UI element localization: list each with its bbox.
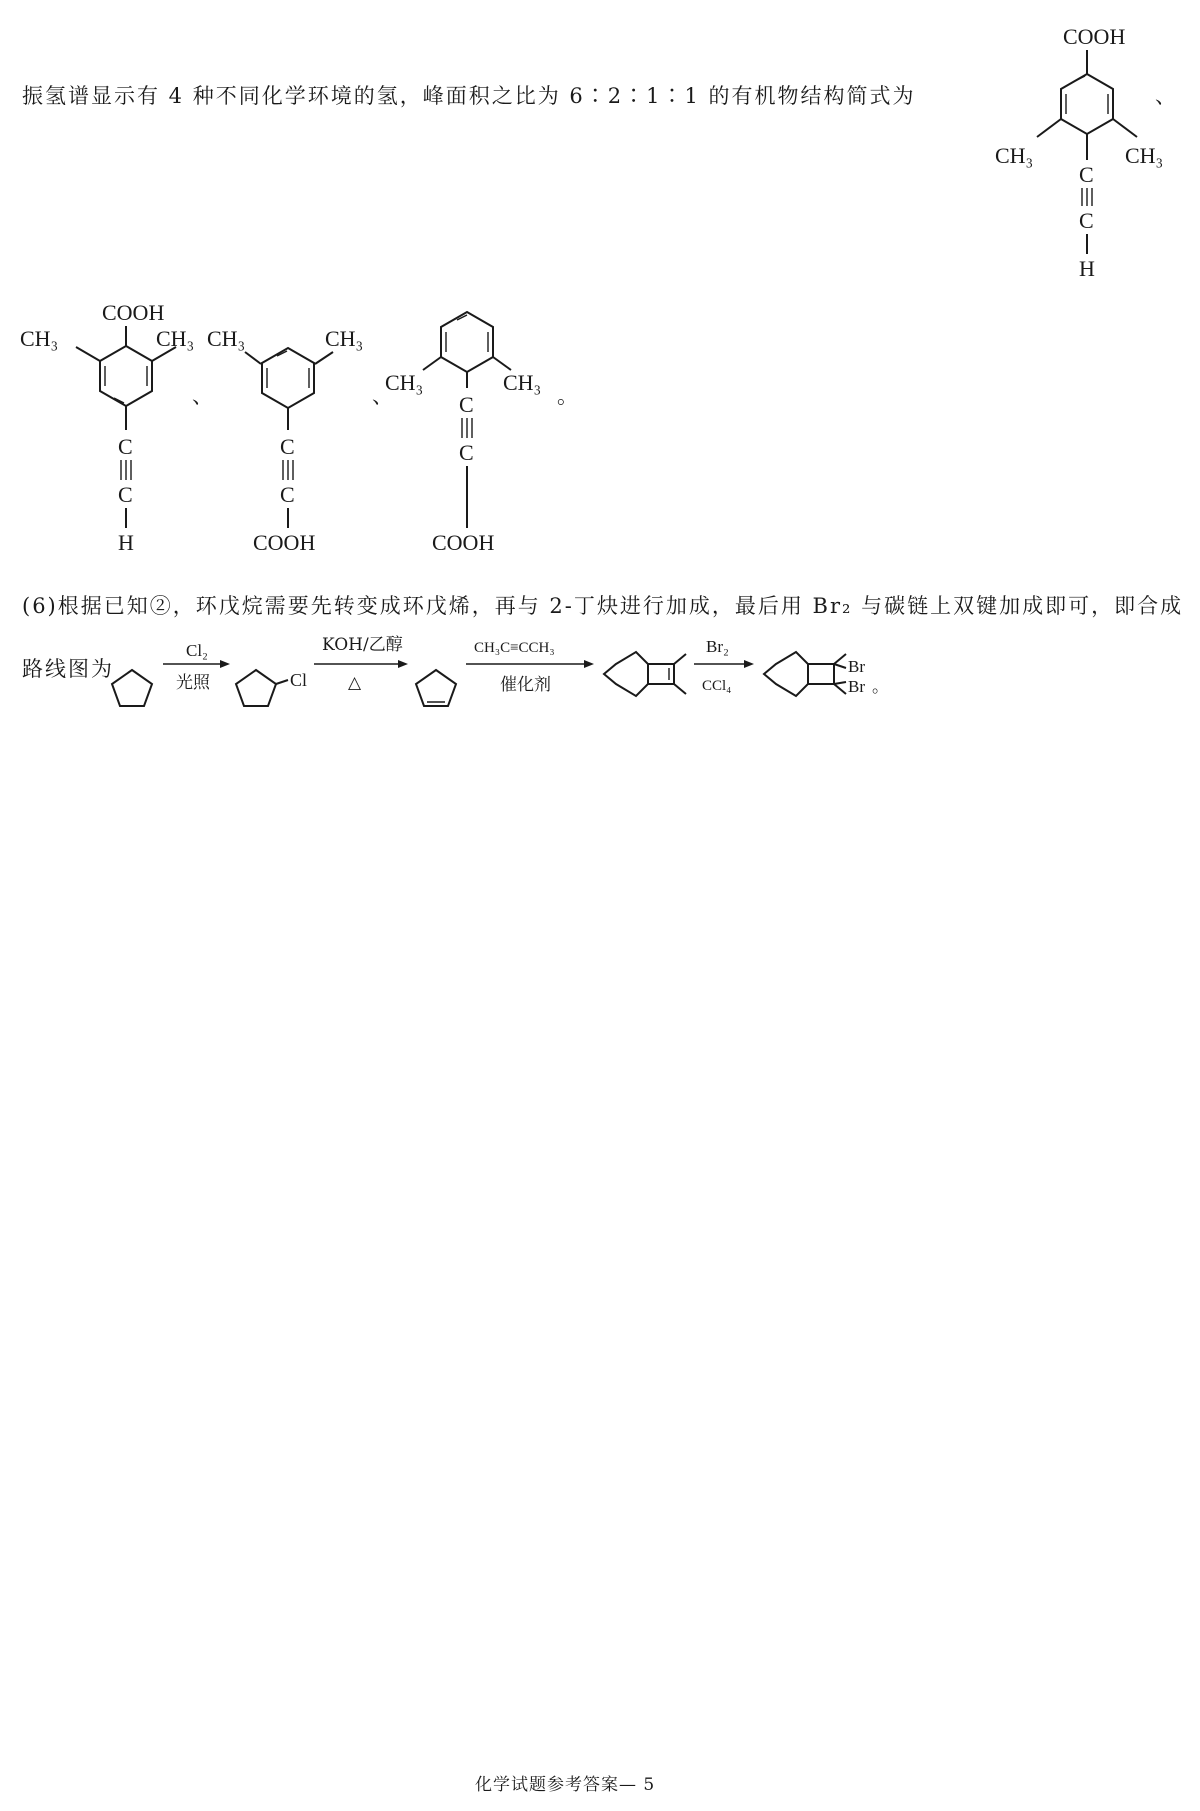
structure-3-benzene-ring [262,348,314,408]
structure-1-alkyne-c2: C [1079,208,1094,233]
bicyclic-alkene-five-ring [604,652,648,696]
structure-2-terminal-h: H [118,530,134,555]
step2-condition: △ [348,673,362,692]
structure-2-alkyne-c1: C [118,434,133,459]
step4-reagent: Br₂ [706,637,729,656]
paragraph-1: 振氢谱显示有 4 种不同化学环境的氢，峰面积之比为 6∶2∶1∶1 的有机物结构简式为 [22,84,916,108]
route-end-mark: 。 [872,677,889,697]
structure-1-terminal-h: H [1079,256,1095,281]
separator-3: 、 [372,384,395,408]
cyclopentene [416,670,456,706]
structure-1-diagram [995,10,1175,285]
step2-reagent: KOH/乙醇 [322,635,403,655]
structure-2-benzene-ring [100,346,152,406]
structure-4-ch3-left: CH₃ [385,370,424,395]
structure-4-alkyne-c2: C [459,440,474,465]
step3-catalyst: 催化剂 [500,675,551,695]
structure-2-ch3-left: CH₃ [20,326,59,351]
separator-first: 、 [1155,84,1178,108]
dibromide-five-ring [764,652,808,696]
structure-1-benzene-ring [1061,74,1113,134]
chlorocyclopentane [236,670,276,706]
step1-reagent: Cl₂ [186,641,208,660]
paragraph-6: (6)根据已知②，环戊烷需要先转变成环戊烯，再与 2-丁炔进行加成，最后用 Br₂ 与碳链上双键加成即可，即合成 [22,594,1184,618]
synthesis-route-diagram [108,620,1108,710]
structure-4-ch3-right: CH₃ [503,370,542,395]
structure-3-diagram [205,292,380,572]
structure-2-ch3-right: CH₃ [156,326,195,351]
structure-3-ch3-left: CH₃ [207,326,246,351]
structure-4-alkyne-c1: C [459,392,474,417]
bromine-2: Br [848,677,865,696]
step1-condition: 光照 [176,673,210,693]
step4-solvent: CCl₄ [702,678,732,694]
structure-3-cooh: COOH [253,530,316,555]
page-footer: 化学试题参考答案— 5 [475,1775,656,1795]
end-period: 。 [557,384,580,408]
structure-4-diagram [385,292,560,572]
structure-1-ch3-left: CH₃ [995,143,1034,168]
structure-2-alkyne-c2: C [118,482,133,507]
cyclopentane [112,670,152,706]
chloro-label: Cl [290,670,308,690]
bromine-1: Br [848,657,865,676]
route-label: 路线图为 [22,657,114,681]
structure-3-alkyne-c2: C [280,482,295,507]
step3-reagent: CH₃C≡CCH₃ [474,640,555,656]
structure-1-ch3-right: CH₃ [1125,143,1164,168]
structure-3-ch3-right: CH₃ [325,326,364,351]
structure-3-alkyne-c1: C [280,434,295,459]
structure-4-benzene-ring [441,312,493,372]
structure-1-alkyne-c1: C [1079,162,1094,187]
separator-2: 、 [192,384,215,408]
structure-2-diagram [18,292,203,572]
structure-1-cooh: COOH [1063,24,1126,49]
structure-2-cooh: COOH [102,300,165,325]
structure-4-cooh: COOH [432,530,495,555]
